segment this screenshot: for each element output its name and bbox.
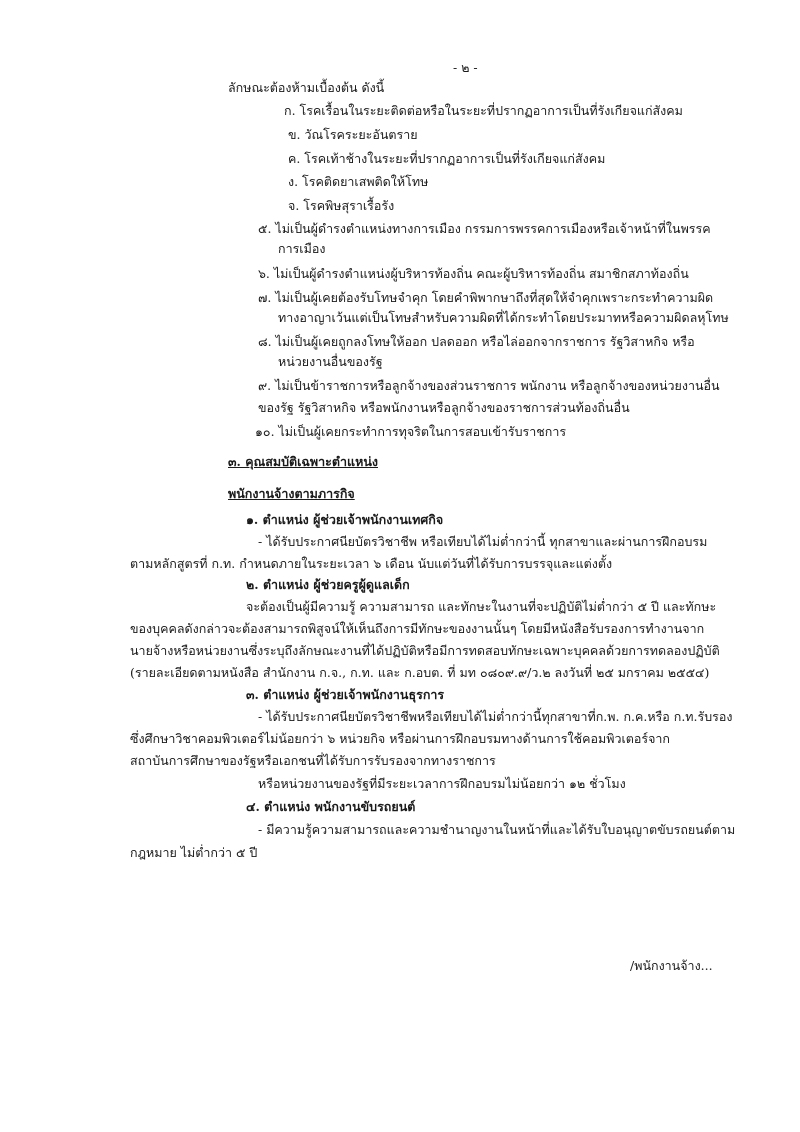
position-title: ๒. ตำแหน่ง ผู้ช่วยครูผู้ดูแลเด็ก (246, 577, 410, 592)
position-line: กฎหมาย ไม่ต่ำกว่า ๕ ปี (130, 845, 258, 860)
qualification-item: ๑๐. ไม่เป็นผู้เคยกระทำการทุจริตในการสอบเข้ารับราชการ (255, 424, 567, 439)
disease-item: ข. วัณโรคระยะอันตราย (288, 127, 418, 142)
position-line: ของบุคคลดังกล่าวจะต้องสามารถพิสูจน์ให้เห็นถึงการมีทักษะของงานนั้นๆ โดยมีหนังสือรับรองการทำงานจาก (130, 621, 705, 636)
qualification-item: ๕. ไม่เป็นผู้ดำรงตำแหน่งทางการเมือง กรรมการพรรคการเมืองหรือเจ้าหน้าที่ในพรรค (258, 221, 711, 236)
qualification-item-continuation: หน่วยงานอื่นของรัฐ (278, 354, 383, 369)
position-line: ซึ่งศึกษาวิชาคอมพิวเตอร์ไม่น้อยกว่า ๖ หน่วยกิจ หรือผ่านการฝึกอบรมทางด้านการใช้คอมพิวเตอร์จาก (130, 731, 670, 746)
disease-item: ง. โรคติดยาเสพติดให้โทษ (288, 174, 429, 189)
position-line: หรือหน่วยงานของรัฐที่มีระยะเวลาการฝึกอบรมไม่น้อยกว่า ๑๒ ชั่วโมง (258, 776, 626, 791)
position-line: - ได้รับประกาศนียบัตรวิชาชีพ หรือเทียบได้ไม่ต่ำกว่านี้ ทุกสาขาและผ่านการฝึกอบรม (258, 534, 708, 549)
qualification-item: ๗. ไม่เป็นผู้เคยต้องรับโทษจำคุก โดยคำพิพากษาถึงที่สุดให้จำคุกเพราะกระทำความผิด (258, 290, 714, 305)
qualification-item: ๙. ไม่เป็นข้าราชการหรือลูกจ้างของส่วนราชการ พนักงาน หรือลูกจ้างของหน่วยงานอื่น (258, 378, 720, 393)
disease-item: ก. โรคเรื้อนในระยะติดต่อหรือในระยะที่ปรากฏอาการเป็นที่รังเกียจแก่สังคม (284, 103, 683, 118)
qualification-item-continuation: การเมือง (278, 241, 326, 256)
position-title: ๔. ตำแหน่ง พนักงานขับรถยนต์ (246, 799, 416, 814)
intro-text: ลักษณะต้องห้ามเบื้องต้น ดังนี้ (228, 80, 385, 95)
disease-item: ค. โรคเท้าช้างในระยะที่ปรากฏอาการเป็นที่รังเกียจแก่สังคม (288, 151, 606, 166)
position-line: - มีความรู้ความสามารถและความชำนาญงานในหน้าที่และได้รับใบอนุญาตขับรถยนต์ตาม (258, 822, 736, 837)
qualification-item: ๖. ไม่เป็นผู้ดำรงตำแหน่งผู้บริหารท้องถิ่น คณะผู้บริหารท้องถิ่น สมาชิกสภาท้องถิ่น (258, 266, 689, 281)
disease-item: จ. โรคพิษสุราเรื้อรัง (288, 198, 395, 213)
position-title: ๓. ตำแหน่ง ผู้ช่วยเจ้าพนักงานธุรการ (246, 687, 445, 702)
position-line: (รายละเอียดตามหนังสือ สำนักงาน ก.จ., ก.ท. และ ก.อบต. ที่ มท ๐๘๐๙.๙/ว.๒ ลงวันที่ ๒๕ มกราคม ๒๕๕๔) (130, 665, 710, 680)
continuation-text: /พนักงานจ้าง... (630, 958, 713, 973)
section-heading: ๓. คุณสมบัติเฉพาะตำแหน่ง (228, 454, 378, 469)
section-subheading: พนักงานจ้างตามภารกิจ (228, 486, 355, 501)
position-line: - ได้รับประกาศนียบัตรวิชาชีพหรือเทียบได้ไม่ต่ำกว่านี้ทุกสาขาที่ก.พ. ก.ค.หรือ ก.ท.รับรอง (258, 709, 733, 724)
position-line: จะต้องเป็นผู้มีความรู้ ความสามารถ และทักษะในงานที่จะปฏิบัติไม่ต่ำกว่า ๕ ปี และทักษะ (246, 599, 717, 614)
position-line: ตามหลักสูตรที่ ก.ท. กำหนดภายในระยะเวลา ๖ เดือน นับแต่วันที่ได้รับการบรรจุและแต่งตั้ง (130, 556, 613, 571)
qualification-item: ๘. ไม่เป็นผู้เคยถูกลงโทษให้ออก ปลดออก หรือไล่ออกจากราชการ รัฐวิสาหกิจ หรือ (258, 334, 695, 349)
page-number: - ๒ - (453, 60, 478, 75)
position-line: สถาบันการศึกษาของรัฐหรือเอกชนที่ได้รับการรับรองจากทางราชการ (130, 753, 496, 768)
position-line: นายจ้างหรือหน่วยงานซึ่งระบุถึงลักษณะงานที่ได้ปฏิบัติหรือมีการทดสอบทักษะเฉพาะบุคคลด้วยการทดลองปฏิบัติ (130, 643, 720, 658)
qualification-item-continuation: ของรัฐ รัฐวิสาหกิจ หรือพนักงานหรือลูกจ้างของราชการส่วนท้องถิ่นอื่น (258, 400, 630, 415)
qualification-item-continuation: ทางอาญาเว้นแต่เป็นโทษสำหรับความผิดที่ได้กระทำโดยประมาทหรือความผิดลหุโทษ (278, 310, 729, 325)
position-title: ๑. ตำแหน่ง ผู้ช่วยเจ้าพนักงานเทศกิจ (246, 512, 444, 527)
